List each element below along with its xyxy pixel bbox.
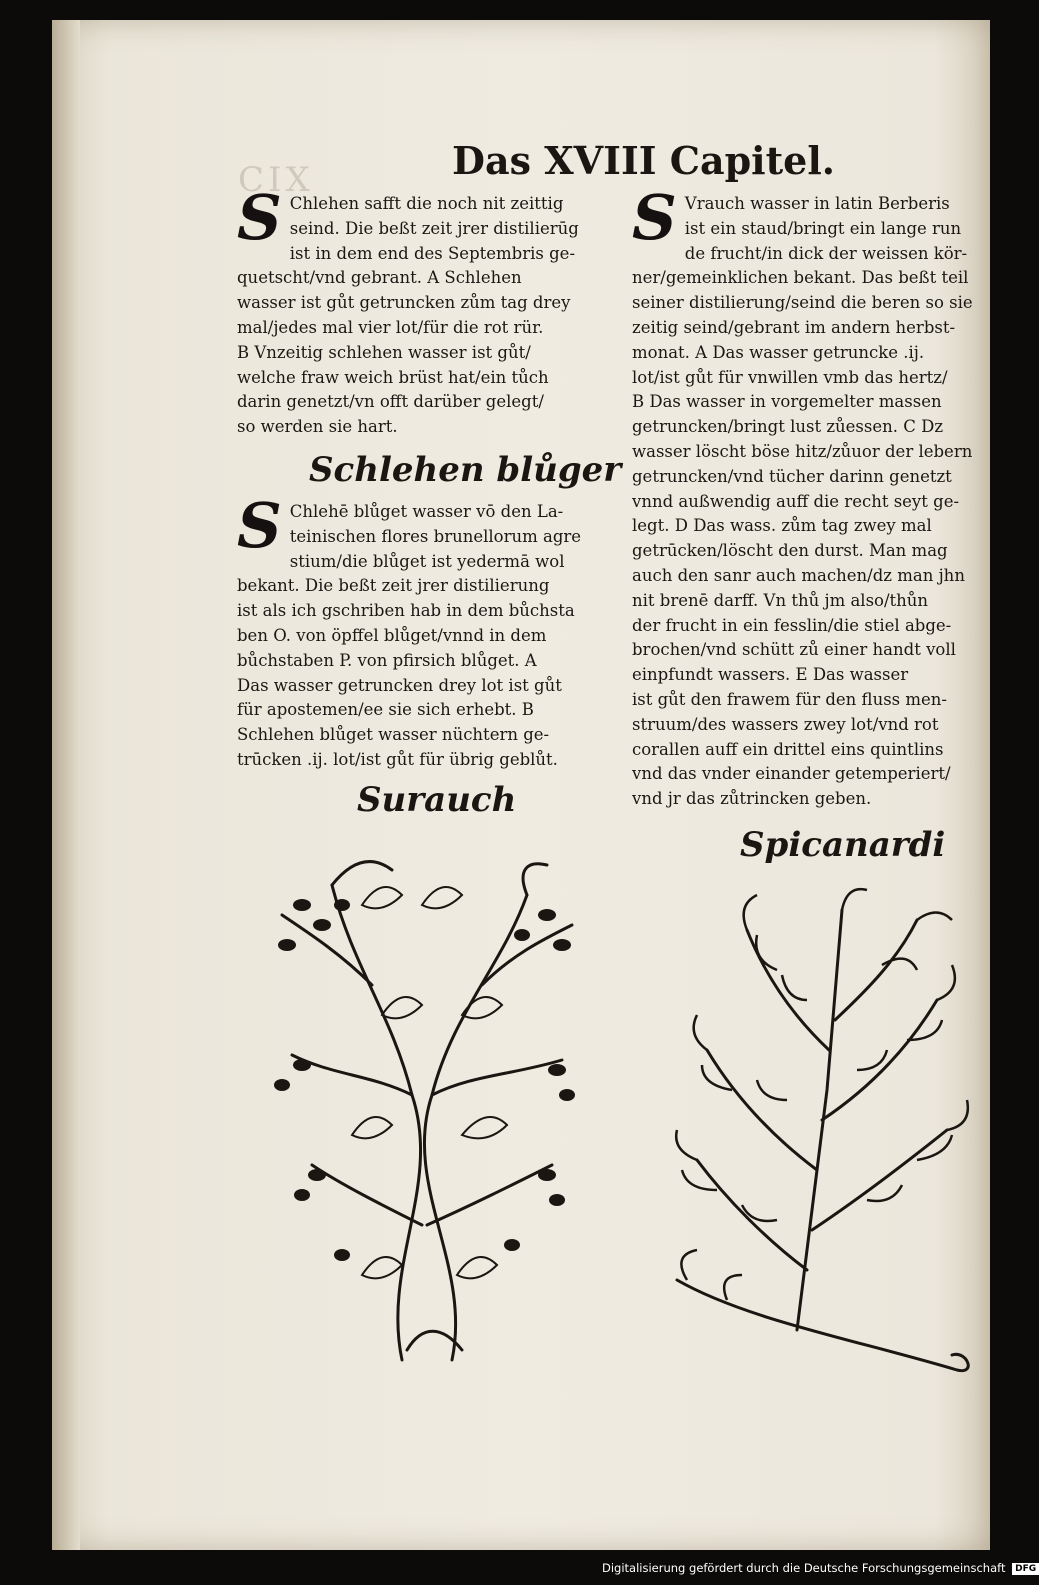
credit-text: Digitalisierung gefördert durch die Deutsche Forschungsgemeinschaft <box>602 1561 1006 1575</box>
text-line: brochen/vnd schütt zů einer handt voll <box>632 640 956 660</box>
text-line: ist als ich gschriben hab in dem bůchsta <box>237 601 575 621</box>
dfg-logo: DFG <box>1012 1563 1039 1575</box>
text-line: vnnd außwendig auff die recht seyt ge- <box>632 491 960 511</box>
text-line: Schlehen blůget wasser nüchtern ge- <box>237 725 550 745</box>
text-line: vnd jr das zůtrincken geben. <box>632 789 872 809</box>
text-line: Das wasser getruncken drey lot ist gůt <box>237 675 562 695</box>
text-line: für apostemen/ee sie sich erhebt. B <box>237 700 534 720</box>
text-line: so werden sie hart. <box>237 417 398 437</box>
text-line: auch den sanr auch machen/dz man jhn <box>632 565 965 585</box>
text-line: einpfundt wassers. E Das wasser <box>632 665 909 685</box>
section-heading-schlehen: Schlehen blůger <box>309 450 622 490</box>
text-line: seind. Die beßt zeit jrer distilierūg <box>289 218 579 238</box>
text-line: struum/des wassers zwey lot/vnd rot <box>632 714 939 734</box>
text-line: Chlehen safft die noch nit zeittig <box>289 194 564 213</box>
chapter-header: Das XVIII Capitel. <box>452 138 835 183</box>
text-line: darin genetzt/vn offt darüber gelegt/ <box>237 392 544 412</box>
left-column-section <box>237 489 617 773</box>
initial-letter: S <box>632 181 677 254</box>
text-line: ist gůt den frawem für den fluss men- <box>632 689 947 709</box>
text-line: ner/gemeinklichen bekant. Das beßt teil <box>632 268 969 288</box>
text-line: Vrauch wasser in latin Berberis <box>684 194 950 213</box>
text-line: stium/die blůget ist yedermā wol <box>289 551 565 571</box>
right-column-text <box>632 181 1004 812</box>
text-line: vnd das vnder einander getemperiert/ <box>632 764 951 784</box>
text-line: monat. A Das wasser getruncke .ij. <box>632 342 925 362</box>
text-line: ist in dem end des Septembris ge- <box>289 243 576 263</box>
bleed-through-folio: CIX <box>238 160 314 200</box>
text-line: wasser löscht böse hitz/zůuor der lebern <box>632 441 973 461</box>
text-line: wasser ist gůt getruncken zům tag drey <box>237 293 571 313</box>
text-line: getruncken/vnd tücher darinn genetzt <box>632 466 952 486</box>
section-heading-spicanardi: Spicanardi <box>740 825 946 865</box>
text-line: lot/ist gůt für vnwillen vmb das hertz/ <box>632 367 948 387</box>
text-line: der frucht in ein fesslin/die stiel abge- <box>632 615 952 635</box>
text-line: welche fraw weich brüst hat/ein tůch <box>237 367 549 387</box>
text-line: bůchstaben P. von pfirsich blůget. A <box>237 650 537 670</box>
text-line: getruncken/bringt lust zůessen. C Dz <box>632 417 944 437</box>
text-line: quetscht/vnd gebrant. A Schlehen <box>237 268 522 288</box>
text-line: ist ein staud/bringt ein lange run <box>684 218 962 238</box>
text-line: mal/jedes mal vier lot/für die rot rür. <box>237 317 544 337</box>
text-line: legt. D Das wass. zům tag zwey mal <box>632 516 932 536</box>
digitization-credit <box>602 1561 1037 1577</box>
text-line: ben O. von öpffel blůget/vnnd in dem <box>237 625 547 645</box>
text-line: corallen auff ein drittel eins quintlins <box>632 739 944 759</box>
text-line: seiner distilierung/seind die beren so sie <box>632 293 973 313</box>
text-line: B Vnzeitig schlehen wasser ist gůt/ <box>237 342 531 362</box>
text-line: nit brenē darff. Vn thů jm also/thůn <box>632 590 929 610</box>
book-page <box>52 20 990 1550</box>
surauch-woodcut-illustration <box>262 845 592 1370</box>
text-line: bekant. Die beßt zeit jrer distilierung <box>237 576 550 596</box>
text-line: teinischen flores brunellorum agre <box>289 526 582 546</box>
section-heading-surauch: Surauch <box>357 780 517 820</box>
text-line: zeitig seind/gebrant im andern herbst- <box>632 317 956 337</box>
text-line: Chlehē blůget wasser vō den La- <box>289 502 564 521</box>
text-line: trūcken .ij. lot/ist gůt für übrig geblůt. <box>237 749 558 769</box>
initial-letter: S <box>237 181 282 254</box>
text-line: de frucht/in dick der weissen kör- <box>684 243 968 263</box>
spicanardi-woodcut-illustration <box>657 870 997 1390</box>
initial-letter: S <box>237 489 282 562</box>
left-column-intro <box>237 181 617 440</box>
text-line: B Das wasser in vorgemelter massen <box>632 392 942 412</box>
text-line: getrūcken/löscht den durst. Man mag <box>632 541 948 561</box>
